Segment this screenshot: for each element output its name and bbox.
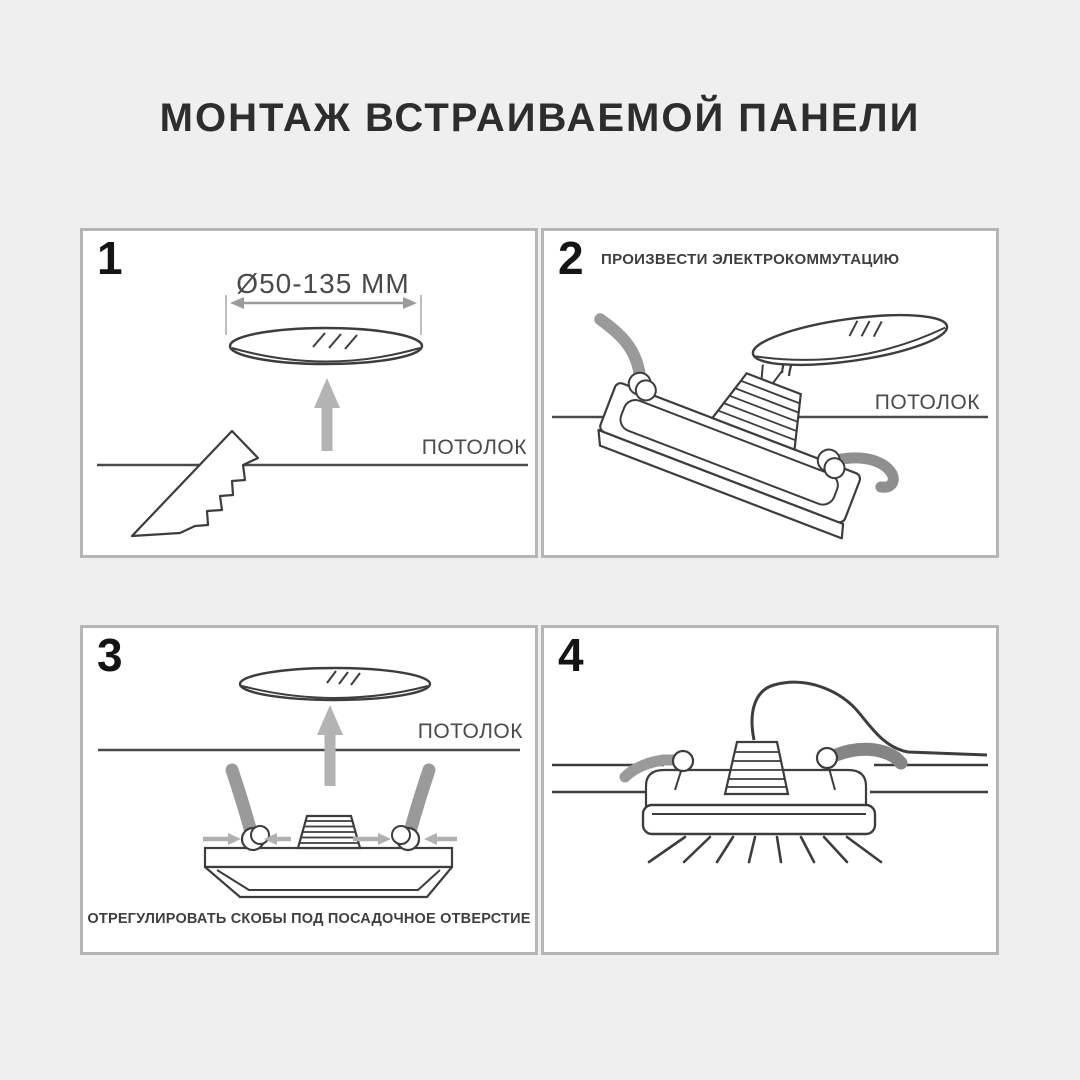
- spring-clip-icon: [586, 319, 654, 377]
- clip-pivot-icon: [251, 826, 269, 844]
- step-panel-3: [80, 625, 538, 955]
- step-panel-2: [541, 228, 999, 558]
- recessed-panel-icon: [205, 848, 452, 897]
- diameter-dimension-label: Ø50-135 ММ: [236, 268, 410, 299]
- spring-clip-icon: [232, 770, 251, 832]
- led-panel-disc-icon: [750, 306, 950, 375]
- ceiling-cutout-icon: [132, 431, 258, 536]
- step3-drawing: [83, 628, 535, 952]
- step-number: 1: [97, 232, 123, 284]
- spring-clip-icon: [836, 749, 901, 763]
- led-panel-disc-icon: [240, 668, 430, 700]
- step-number: 4: [558, 629, 584, 681]
- led-panel-disc-icon: [230, 328, 422, 364]
- step-panel-1: [80, 228, 538, 558]
- step-panel-4: [541, 625, 999, 955]
- clip-pivot-icon: [673, 751, 693, 771]
- spring-clip-icon: [410, 770, 429, 832]
- step-number: 2: [558, 232, 584, 284]
- ceiling-label: ПОТОЛОК: [417, 720, 523, 743]
- step4-drawing: [544, 628, 996, 952]
- light-rays-icon: [649, 837, 881, 862]
- arrow-up-icon: [314, 378, 340, 451]
- driver-box-icon: [725, 742, 788, 794]
- step-caption: ПРОИЗВЕСТИ ЭЛЕКТРОКОММУТАЦИЮ: [601, 251, 900, 268]
- clip-pivot-icon: [817, 748, 837, 768]
- step-number: 3: [97, 629, 123, 681]
- driver-box-icon: [298, 816, 360, 848]
- recessed-panel-icon: [643, 805, 875, 834]
- step-caption: ОТРЕГУЛИРОВАТЬ СКОБЫ ПОД ПОСАДОЧНОЕ ОТВЕРСТИЕ: [87, 911, 531, 927]
- arrow-up-icon: [317, 705, 343, 786]
- clip-pivot-icon: [392, 826, 410, 844]
- ceiling-label: ПОТОЛОК: [874, 391, 980, 414]
- ceiling-label: ПОТОЛОК: [421, 436, 527, 459]
- page-title: МОНТАЖ ВСТРАИВАЕМОЙ ПАНЕЛИ: [159, 96, 921, 140]
